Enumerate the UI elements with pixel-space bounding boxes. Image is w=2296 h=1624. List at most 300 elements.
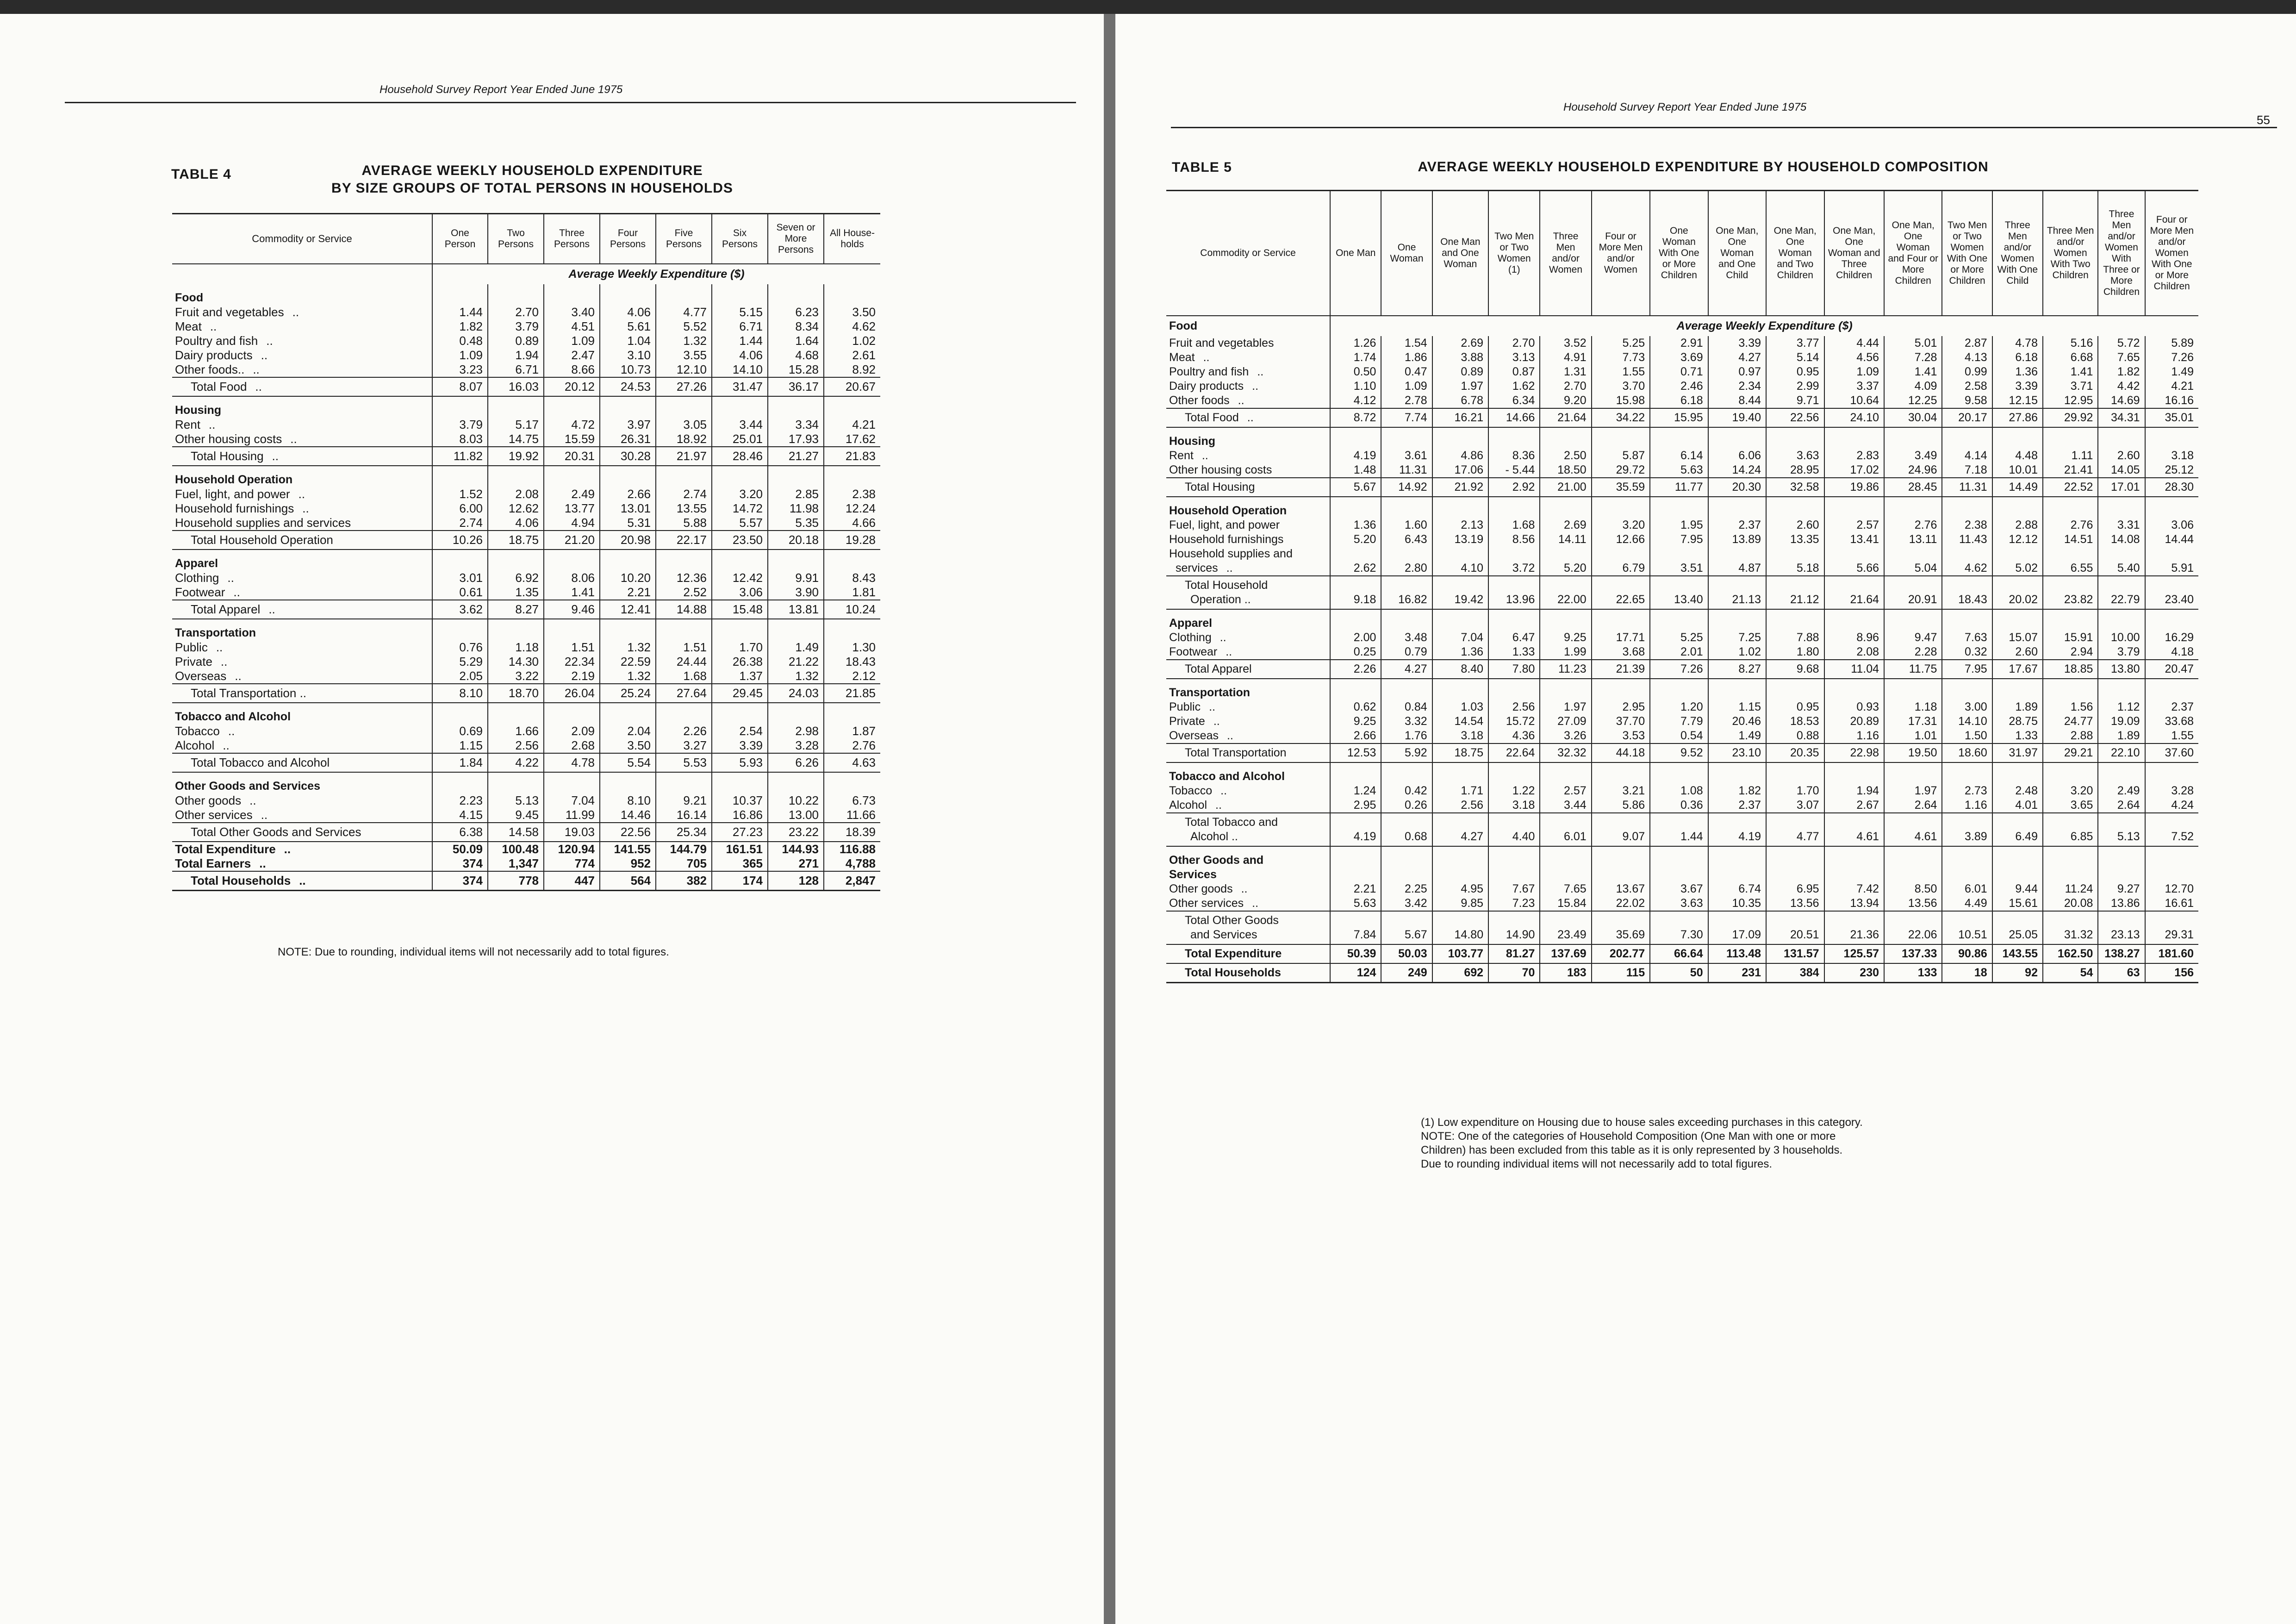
leader-dots: .. xyxy=(1203,350,1210,364)
value-cell: 12.10 xyxy=(656,362,712,377)
value-cell: 5.53 xyxy=(656,753,712,772)
value-cell: 27.09 xyxy=(1540,714,1591,729)
value-cell: 705 xyxy=(656,856,712,871)
value-cell: 0.32 xyxy=(1942,645,1992,660)
value-cell: 6.14 xyxy=(1650,449,1708,463)
row-label xyxy=(1166,944,1330,963)
running-header: Household Survey Report Year Ended June 1975 xyxy=(1563,101,1807,113)
row-label xyxy=(172,871,432,891)
table-row xyxy=(172,377,880,396)
value-cell: 3.34 xyxy=(768,418,824,432)
table-row xyxy=(1166,561,2198,576)
value-cell: 2.64 xyxy=(1884,798,1942,813)
value-cell: 5.14 xyxy=(1766,350,1824,365)
value-cell: 0.26 xyxy=(1381,798,1432,813)
row-label-text: Poultry and fish xyxy=(175,333,258,348)
value-cell: 14.24 xyxy=(1708,463,1766,478)
value-cell: 5.31 xyxy=(600,516,656,531)
value-cell: 70 xyxy=(1488,963,1540,983)
value-cell: 81.27 xyxy=(1488,944,1540,963)
value-cell: 4.91 xyxy=(1540,350,1591,365)
value-cell: 16.82 xyxy=(1381,576,1432,609)
value-cell: 0.42 xyxy=(1381,784,1432,798)
value-cell: 4.10 xyxy=(1432,561,1488,576)
value-cell: 1.41 xyxy=(544,585,600,600)
value-cell: 5.17 xyxy=(488,418,544,432)
value-cell: 7.65 xyxy=(1540,882,1591,896)
value-cell: 1.09 xyxy=(432,348,488,362)
value-cell: 2.78 xyxy=(1381,394,1432,408)
value-cell: 13.67 xyxy=(1592,882,1650,896)
value-cell: 1.82 xyxy=(1708,784,1766,798)
row-label xyxy=(172,600,432,619)
value-cell: 1.32 xyxy=(600,640,656,655)
row-label xyxy=(172,842,432,856)
column-header-one-man-and-one-woman: One Man and One Woman xyxy=(1432,191,1488,316)
table-row xyxy=(1166,478,2198,497)
value-cell: 3.90 xyxy=(768,585,824,600)
value-cell: 3.27 xyxy=(656,738,712,753)
value-cell: 1.68 xyxy=(1488,518,1540,532)
leader-dots: .. xyxy=(255,379,262,394)
value-cell: 3.55 xyxy=(656,348,712,362)
row-label xyxy=(172,684,432,703)
value-cell: 162.50 xyxy=(2043,944,2098,963)
value-cell: 4.63 xyxy=(824,753,880,772)
value-cell: 2.56 xyxy=(488,738,544,753)
value-cell: 2.25 xyxy=(1381,882,1432,896)
value-cell: 2.60 xyxy=(1992,645,2043,660)
value-cell: 1.86 xyxy=(1381,350,1432,365)
value-cell: 2.54 xyxy=(712,724,768,738)
row-label-text: Private xyxy=(1169,714,1205,728)
value-cell: 2.48 xyxy=(1992,784,2043,798)
value-cell: 13.35 xyxy=(1766,532,1824,547)
value-cell: 0.54 xyxy=(1650,729,1708,743)
value-cell: 3.31 xyxy=(2098,518,2145,532)
value-cell: 4.40 xyxy=(1488,813,1540,846)
value-cell: 2.91 xyxy=(1650,336,1708,350)
value-cell: 4.36 xyxy=(1488,729,1540,743)
value-cell: 3.40 xyxy=(544,305,600,319)
value-cell: 13.55 xyxy=(656,501,712,516)
leader-dots: .. xyxy=(1226,561,1233,575)
value-cell: 4.21 xyxy=(824,418,880,432)
value-cell: 0.79 xyxy=(1381,645,1432,660)
value-cell: 7.80 xyxy=(1488,660,1540,679)
value-cell: 365 xyxy=(712,856,768,871)
value-cell: 20.17 xyxy=(1942,408,1992,427)
value-cell: 3.00 xyxy=(1942,700,1992,714)
group-heading-row xyxy=(172,466,880,487)
value-cell: 14.88 xyxy=(656,600,712,619)
value-cell: 8.07 xyxy=(432,377,488,396)
value-cell: 2.92 xyxy=(1488,478,1540,497)
value-cell: 11.31 xyxy=(1381,463,1432,478)
value-cell: 3.70 xyxy=(1592,379,1650,394)
leader-dots: .. xyxy=(227,570,234,585)
value-cell: 15.07 xyxy=(1992,631,2043,645)
value-cell: 20.67 xyxy=(824,377,880,396)
value-cell: 10.51 xyxy=(1942,911,1992,944)
value-cell: 7.79 xyxy=(1650,714,1708,729)
value-cell: 5.67 xyxy=(1330,478,1381,497)
value-cell: 137.33 xyxy=(1884,944,1942,963)
table-row xyxy=(1166,729,2198,743)
value-cell: 6.85 xyxy=(2043,813,2098,846)
value-cell: 29.72 xyxy=(1592,463,1650,478)
value-cell: 4.19 xyxy=(1330,813,1381,846)
value-cell: 6.71 xyxy=(712,319,768,334)
value-cell: 2.08 xyxy=(488,487,544,501)
leader-dots: .. xyxy=(259,856,266,870)
row-label xyxy=(172,487,432,501)
table-row xyxy=(172,305,880,319)
value-cell: 8.66 xyxy=(544,362,600,377)
value-cell: 3.20 xyxy=(2043,784,2098,798)
row-label xyxy=(172,447,432,466)
value-cell: 5.57 xyxy=(712,516,768,531)
value-cell: 63 xyxy=(2098,963,2145,983)
value-cell: 3.63 xyxy=(1650,896,1708,911)
value-cell: 0.71 xyxy=(1650,365,1708,379)
value-cell: 1.89 xyxy=(2098,729,2145,743)
table-row xyxy=(1166,547,2198,561)
column-header-two-men-or-two-women-with-one-or-more-children: Two Men or Two Women With One or More Children xyxy=(1942,191,1992,316)
row-label xyxy=(1166,798,1330,813)
value-cell: 2.58 xyxy=(1942,379,1992,394)
value-cell: 11.98 xyxy=(768,501,824,516)
leader-dots: .. xyxy=(268,602,275,616)
value-cell: 1.50 xyxy=(1942,729,1992,743)
value-cell: 5.04 xyxy=(1884,561,1942,576)
value-cell: 133 xyxy=(1884,963,1942,983)
value-cell: 0.47 xyxy=(1381,365,1432,379)
leader-dots: .. xyxy=(1213,714,1220,728)
column-header-two-persons: Two Persons xyxy=(488,214,544,264)
table-title-line-2: BY SIZE GROUPS OF TOTAL PERSONS IN HOUSEHOLDS xyxy=(331,181,733,196)
value-cell: 21.64 xyxy=(1824,576,1885,609)
value-cell: 22.65 xyxy=(1592,576,1650,609)
value-cell: 21.39 xyxy=(1592,660,1650,679)
value-cell: 13.89 xyxy=(1708,532,1766,547)
value-cell: 1.32 xyxy=(656,334,712,348)
value-cell: 3.65 xyxy=(2043,798,2098,813)
value-cell: 13.01 xyxy=(600,501,656,516)
value-cell: 3.05 xyxy=(656,418,712,432)
leader-dots: .. xyxy=(223,738,230,752)
value-cell: 2.37 xyxy=(1708,798,1766,813)
value-cell xyxy=(1708,547,1766,561)
value-cell: 7.23 xyxy=(1488,896,1540,911)
value-cell: 0.62 xyxy=(1330,700,1381,714)
value-cell: 50.09 xyxy=(432,842,488,856)
value-cell: 7.18 xyxy=(1942,463,1992,478)
value-cell: 18 xyxy=(1942,963,1992,983)
table-row xyxy=(172,684,880,703)
row-label xyxy=(1166,660,1330,679)
row-label xyxy=(172,669,432,684)
value-cell: 21.83 xyxy=(824,447,880,466)
row-label-text: Household supplies and xyxy=(1169,547,1293,560)
row-label xyxy=(172,724,432,738)
value-cell: 4.42 xyxy=(2098,379,2145,394)
value-cell: 249 xyxy=(1381,963,1432,983)
group-label: Apparel xyxy=(1169,616,1213,630)
value-cell: 0.84 xyxy=(1381,700,1432,714)
value-cell: 9.58 xyxy=(1942,394,1992,408)
value-cell: 6.34 xyxy=(1488,394,1540,408)
value-cell: 25.01 xyxy=(712,432,768,447)
row-label xyxy=(172,516,432,531)
row-label-text: Dairy products xyxy=(1169,379,1244,393)
value-cell: 33.68 xyxy=(2145,714,2198,729)
row-label-text: Other goods xyxy=(175,793,242,807)
value-cell: 1.66 xyxy=(488,724,544,738)
value-cell: 13.40 xyxy=(1650,576,1708,609)
value-cell: 3.39 xyxy=(712,738,768,753)
value-cell: 113.48 xyxy=(1708,944,1766,963)
value-cell: 1.60 xyxy=(1381,518,1432,532)
value-cell: 12.36 xyxy=(656,571,712,585)
value-cell: 7.04 xyxy=(544,793,600,808)
row-label-text: Total Household Operation xyxy=(191,532,333,547)
value-cell: 25.34 xyxy=(656,823,712,842)
value-cell: 2.12 xyxy=(824,669,880,684)
value-cell: 36.17 xyxy=(768,377,824,396)
row-label-text: Tobacco xyxy=(1169,784,1213,797)
value-cell: 144.79 xyxy=(656,842,712,856)
value-cell: 9.25 xyxy=(1330,714,1381,729)
leader-dots: .. xyxy=(1247,411,1254,424)
value-cell: 1.12 xyxy=(2098,700,2145,714)
value-cell: 9.52 xyxy=(1650,743,1708,762)
value-cell: 5.02 xyxy=(1992,561,2043,576)
value-cell: 12.15 xyxy=(1992,394,2043,408)
group-label: Household Operation xyxy=(1169,504,1287,517)
value-cell: 15.91 xyxy=(2043,631,2098,645)
value-cell: 4.44 xyxy=(1824,336,1885,350)
column-header-six-persons: Six Persons xyxy=(712,214,768,264)
table-row xyxy=(172,655,880,669)
value-cell: 2.70 xyxy=(488,305,544,319)
value-cell: 17.67 xyxy=(1992,660,2043,679)
value-cell: 4.87 xyxy=(1708,561,1766,576)
value-cell: 8.50 xyxy=(1884,882,1942,896)
group-label: Food xyxy=(175,291,204,304)
value-cell: 11.04 xyxy=(1824,660,1885,679)
value-cell xyxy=(2043,547,2098,561)
value-cell: 18.53 xyxy=(1766,714,1824,729)
group-heading-row xyxy=(1166,497,2198,518)
value-cell: 564 xyxy=(600,871,656,891)
value-cell xyxy=(1540,547,1591,561)
value-cell: 4.86 xyxy=(1432,449,1488,463)
value-cell: 1.87 xyxy=(824,724,880,738)
value-cell: 1.95 xyxy=(1650,518,1708,532)
row-label xyxy=(1166,576,1330,609)
value-cell: 7.84 xyxy=(1330,911,1381,944)
group-heading-row xyxy=(1166,427,2198,449)
row-label-text: Total Apparel xyxy=(1185,662,1252,675)
value-cell: 17.02 xyxy=(1824,463,1885,478)
value-cell: 3.63 xyxy=(1766,449,1824,463)
group-heading-row xyxy=(1166,762,2198,784)
value-cell: 0.36 xyxy=(1650,798,1708,813)
table-row xyxy=(1166,532,2198,547)
table-label: TABLE 4 xyxy=(171,167,231,182)
value-cell: 3.32 xyxy=(1381,714,1432,729)
row-label xyxy=(172,432,432,447)
value-cell: 10.37 xyxy=(712,793,768,808)
value-cell: 2.37 xyxy=(2145,700,2198,714)
group-label: Housing xyxy=(175,403,221,417)
row-label xyxy=(1166,449,1330,463)
value-cell: 10.35 xyxy=(1708,896,1766,911)
column-header-one-man: One Man xyxy=(1330,191,1381,316)
value-cell: 3.89 xyxy=(1942,813,1992,846)
value-cell: 2.13 xyxy=(1432,518,1488,532)
value-cell: 20.98 xyxy=(600,531,656,550)
row-label-text: Total Tobacco and Alcohol xyxy=(191,755,330,769)
value-cell: 1.82 xyxy=(2098,365,2145,379)
row-label xyxy=(172,531,432,550)
value-cell: 202.77 xyxy=(1592,944,1650,963)
value-cell: 1.33 xyxy=(1992,729,2043,743)
table-row xyxy=(1166,518,2198,532)
value-cell xyxy=(1992,547,2043,561)
table-row xyxy=(1166,576,2198,609)
value-cell: 5.15 xyxy=(712,305,768,319)
value-cell: 50.39 xyxy=(1330,944,1381,963)
row-label xyxy=(172,348,432,362)
value-cell: 5.93 xyxy=(712,753,768,772)
value-cell: 0.95 xyxy=(1766,365,1824,379)
table-row xyxy=(172,808,880,823)
row-label xyxy=(172,334,432,348)
value-cell: 5.63 xyxy=(1650,463,1708,478)
value-cell: 1.33 xyxy=(1488,645,1540,660)
value-cell: 1.02 xyxy=(1708,645,1766,660)
value-cell: 22.79 xyxy=(2098,576,2145,609)
value-cell: 26.04 xyxy=(544,684,600,703)
value-cell: 17.93 xyxy=(768,432,824,447)
value-cell: 19.28 xyxy=(824,531,880,550)
leader-dots: .. xyxy=(266,333,273,348)
value-cell: 3.44 xyxy=(1540,798,1591,813)
value-cell: 3.28 xyxy=(768,738,824,753)
value-cell: 144.93 xyxy=(768,842,824,856)
value-cell: 7.04 xyxy=(1432,631,1488,645)
value-cell: 5.87 xyxy=(1592,449,1650,463)
table-row xyxy=(172,531,880,550)
value-cell: 19.92 xyxy=(488,447,544,466)
value-cell: 6.00 xyxy=(432,501,488,516)
value-cell: 8.10 xyxy=(600,793,656,808)
value-cell: 16.29 xyxy=(2145,631,2198,645)
value-cell: 1.51 xyxy=(656,640,712,655)
value-cell: 18.39 xyxy=(824,823,880,842)
leader-dots: .. xyxy=(1257,365,1264,378)
value-cell: 13.86 xyxy=(2098,896,2145,911)
row-label-text: services xyxy=(1176,561,1218,575)
value-cell: 6.18 xyxy=(1650,394,1708,408)
value-cell: 7.95 xyxy=(1650,532,1708,547)
value-cell: 3.23 xyxy=(432,362,488,377)
table-row xyxy=(1166,882,2198,896)
row-label-text: Public xyxy=(1169,700,1201,713)
row-label-text: Rent xyxy=(1169,449,1194,462)
value-cell: 2.46 xyxy=(1650,379,1708,394)
row-label-text: Public xyxy=(175,640,208,654)
header-rule xyxy=(1171,127,2277,128)
table-row xyxy=(1166,631,2198,645)
value-cell: 2.00 xyxy=(1330,631,1381,645)
value-cell: 28.46 xyxy=(712,447,768,466)
value-cell: 1.99 xyxy=(1540,645,1591,660)
value-cell: 4.13 xyxy=(1942,350,1992,365)
value-cell: 19.42 xyxy=(1432,576,1488,609)
column-header-two-men-or-two-women-1: Two Men or Two Women (1) xyxy=(1488,191,1540,316)
row-label-text-line-2: Operation .. xyxy=(1190,593,1251,606)
expenditure-table-by-size xyxy=(172,213,880,891)
value-cell: 3.21 xyxy=(1592,784,1650,798)
leader-dots: .. xyxy=(1241,882,1248,895)
value-cell: 3.22 xyxy=(488,669,544,684)
value-cell: 4.68 xyxy=(768,348,824,362)
table-row xyxy=(1166,394,2198,408)
value-cell: 374 xyxy=(432,871,488,891)
value-cell: 6.18 xyxy=(1992,350,2043,365)
value-cell xyxy=(1884,547,1942,561)
value-cell: 11.23 xyxy=(1540,660,1591,679)
value-cell: 7.88 xyxy=(1766,631,1824,645)
table-row xyxy=(172,362,880,377)
value-cell: 2.85 xyxy=(768,487,824,501)
leader-dots: .. xyxy=(292,305,299,319)
column-header-one-man-one-woman-and-three-children: One Man, One Woman and Three Children xyxy=(1824,191,1885,316)
row-label xyxy=(172,501,432,516)
value-cell: 2.76 xyxy=(824,738,880,753)
value-cell: 6.01 xyxy=(1540,813,1591,846)
value-cell: 2.05 xyxy=(432,669,488,684)
value-cell: 5.72 xyxy=(2098,336,2145,350)
row-label-text: Other goods xyxy=(1169,882,1233,895)
value-cell: 6.71 xyxy=(488,362,544,377)
leader-dots: .. xyxy=(216,640,223,654)
value-cell: 20.30 xyxy=(1708,478,1766,497)
value-cell: 14.92 xyxy=(1381,478,1432,497)
value-cell: 0.93 xyxy=(1824,700,1885,714)
row-label xyxy=(1166,784,1330,798)
value-cell: 1.18 xyxy=(1884,700,1942,714)
row-label-text: Tobacco xyxy=(175,724,220,738)
leader-dots: .. xyxy=(1252,379,1259,393)
group-heading-row xyxy=(1166,868,2198,882)
row-label-text: Total Expenditure xyxy=(1185,947,1282,960)
value-cell: 1.41 xyxy=(2043,365,2098,379)
value-cell: 3.79 xyxy=(488,319,544,334)
value-cell: 1.37 xyxy=(712,669,768,684)
value-cell: 4.48 xyxy=(1992,449,2043,463)
row-label-text: Total Food xyxy=(1185,411,1239,424)
table-row xyxy=(1166,365,2198,379)
value-cell: 10.26 xyxy=(432,531,488,550)
row-label-text: Total Housing xyxy=(191,449,264,463)
value-cell: 9.91 xyxy=(768,571,824,585)
value-cell: 3.01 xyxy=(432,571,488,585)
leader-dots: .. xyxy=(1209,700,1215,713)
